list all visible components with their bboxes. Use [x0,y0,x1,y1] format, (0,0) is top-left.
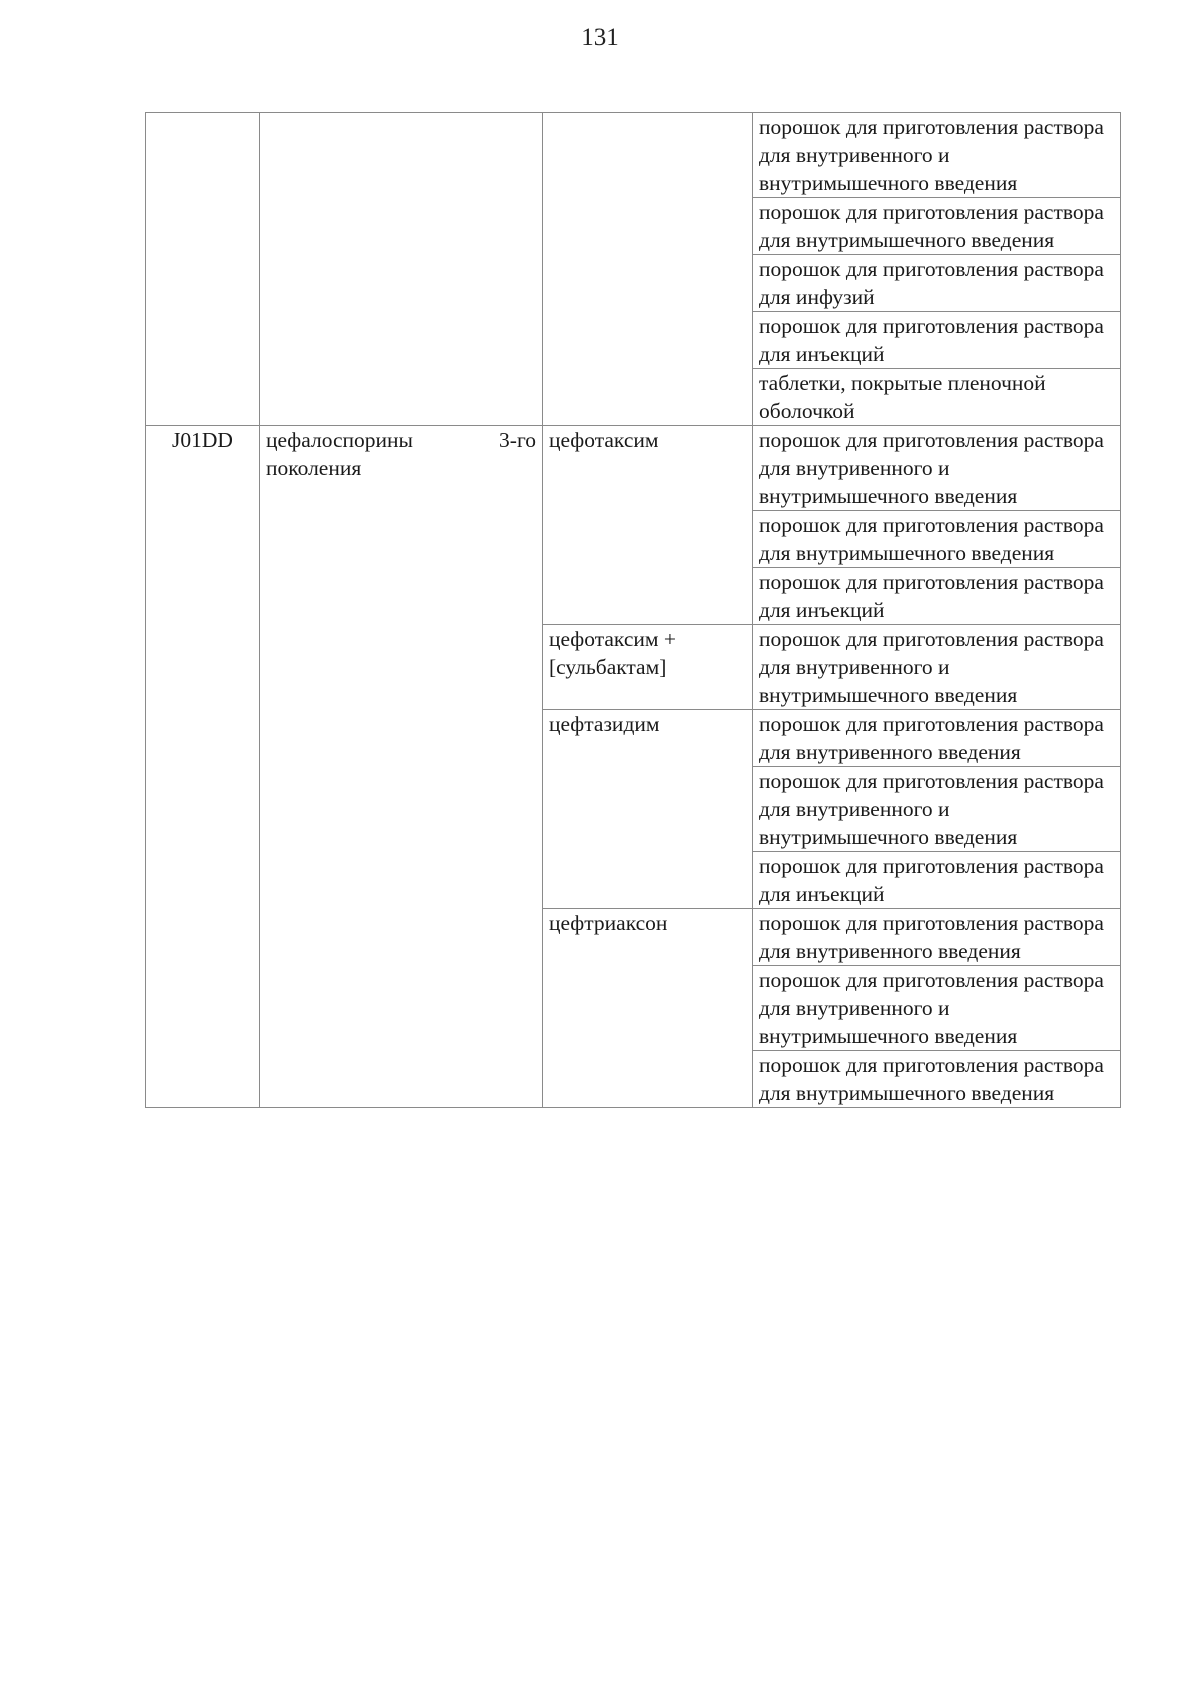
page-number: 131 [581,24,619,51]
drug-name: цефотаксим [543,426,753,625]
dosage-form: порошок для приготовления раствора для инъекций [753,568,1121,625]
dosage-form: порошок для приготовления раствора для внутривенного и внутримышечного введения [753,966,1121,1051]
group-cell-empty [260,113,543,426]
dosage-form: порошок для приготовления раствора для инъекций [753,852,1121,909]
drug-cell-empty [543,113,753,426]
dosage-form: порошок для приготовления раствора для внутривенного и внутримышечного введения [753,113,1121,198]
dosage-form: порошок для приготовления раствора для внутривенного и внутримышечного введения [753,426,1121,511]
dosage-form: порошок для приготовления раствора для внутримышечного введения [753,1051,1121,1108]
dosage-form: порошок для приготовления раствора для инъекций [753,312,1121,369]
dosage-form: порошок для приготовления раствора для инфузий [753,255,1121,312]
drug-name: цефтазидим [543,710,753,909]
group-name-generation: 3-го [499,428,536,452]
table-row [146,113,1121,198]
dosage-form: порошок для приготовления раствора для внутривенного введения [753,909,1121,966]
dosage-form: порошок для приготовления раствора для внутривенного введения [753,710,1121,767]
dosage-form: порошок для приготовления раствора для внутримышечного введения [753,511,1121,568]
atc-code-cell-empty [146,113,260,426]
dosage-form: порошок для приготовления раствора для внутривенного и внутримышечного введения [753,767,1121,852]
dosage-form: порошок для приготовления раствора для внутримышечного введения [753,198,1121,255]
group-name-word: цефалоспорины [266,428,413,452]
medicines-table [145,112,1121,1108]
atc-code: J01DD [146,426,260,1108]
atc-group-name [260,426,543,1108]
dosage-form: порошок для приготовления раствора для внутривенного и внутримышечного введения [753,625,1121,710]
drug-name: цефотаксим + [сульбактам] [543,625,753,710]
group-name-line2: поколения [266,456,362,480]
dosage-form: таблетки, покрытые пленочной оболочкой [753,369,1121,426]
table-row [146,426,1121,511]
drug-name: цефтриаксон [543,909,753,1108]
